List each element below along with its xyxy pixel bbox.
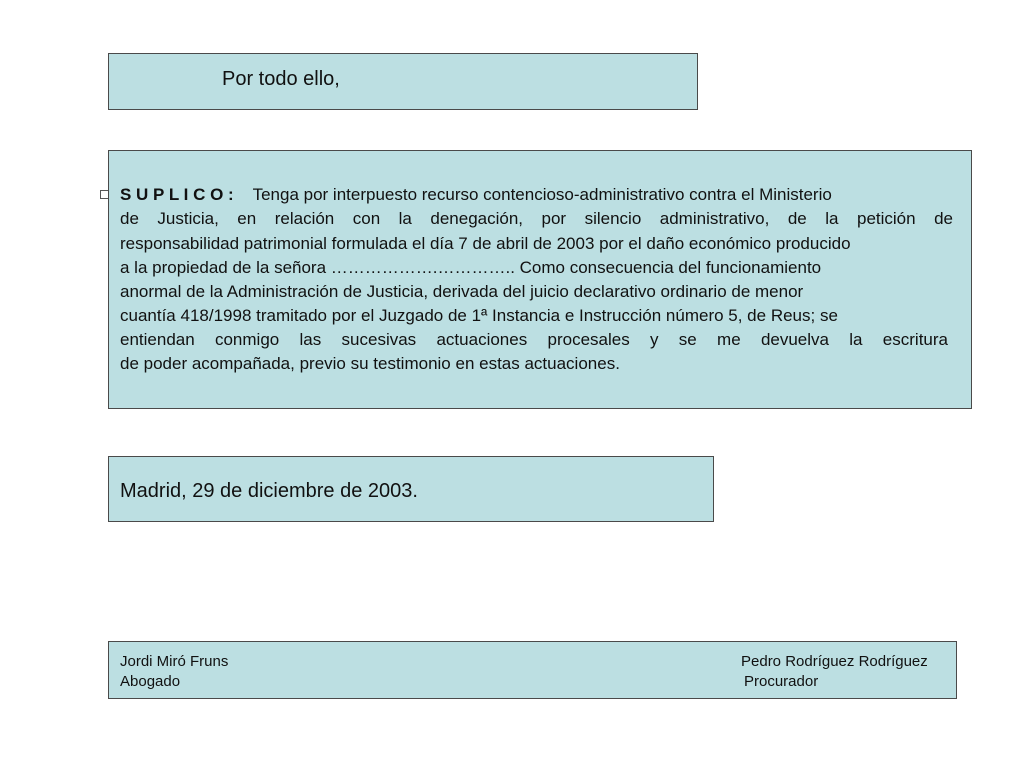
petition-line-4: a la propiedad de la señora ……………….………….. Como consecuencia del funcionamiento (120, 258, 822, 277)
petition-line-2: de Justicia, en relación con la denegación, por silencio administrativo, de la petición de (120, 209, 953, 228)
procurator-role: Procurador (744, 673, 819, 690)
petition-line-8: de poder acompañada, previo su testimonio en estas actuaciones. (120, 354, 620, 373)
petition-line-6: cuantía 418/1998 tramitado por el Juzgado de 1ª Instancia e Instrucción número 5, de Reus; se (120, 306, 838, 325)
petition-line-3: responsabilidad patrimonial formulada el día 7 de abril de 2003 por el daño económico producido (120, 234, 851, 253)
date-box (108, 456, 714, 522)
date-text: Madrid, 29 de diciembre de 2003. (120, 480, 418, 502)
suplico-keyword: S U P L I C O : (120, 185, 234, 204)
signature-box (108, 641, 957, 699)
intro-text: Por todo ello, (222, 68, 340, 90)
petition-line-7: entiendan conmigo las sucesivas actuaciones procesales y se me devuelva la escritura (120, 330, 948, 349)
petition-line-5: anormal de la Administración de Justicia, derivada del juicio declarativo ordinario de menor (120, 282, 804, 301)
lawyer-role: Abogado (120, 673, 181, 690)
lawyer-name: Jordi Miró Fruns (120, 653, 229, 670)
intro-box (108, 53, 698, 110)
procurator-name: Pedro Rodríguez Rodríguez (741, 653, 928, 670)
petition-first-line-text: Tenga por interpuesto recurso contencioso-administrativo contra el Ministerio (252, 185, 832, 204)
petition-line-1 (120, 183, 832, 207)
